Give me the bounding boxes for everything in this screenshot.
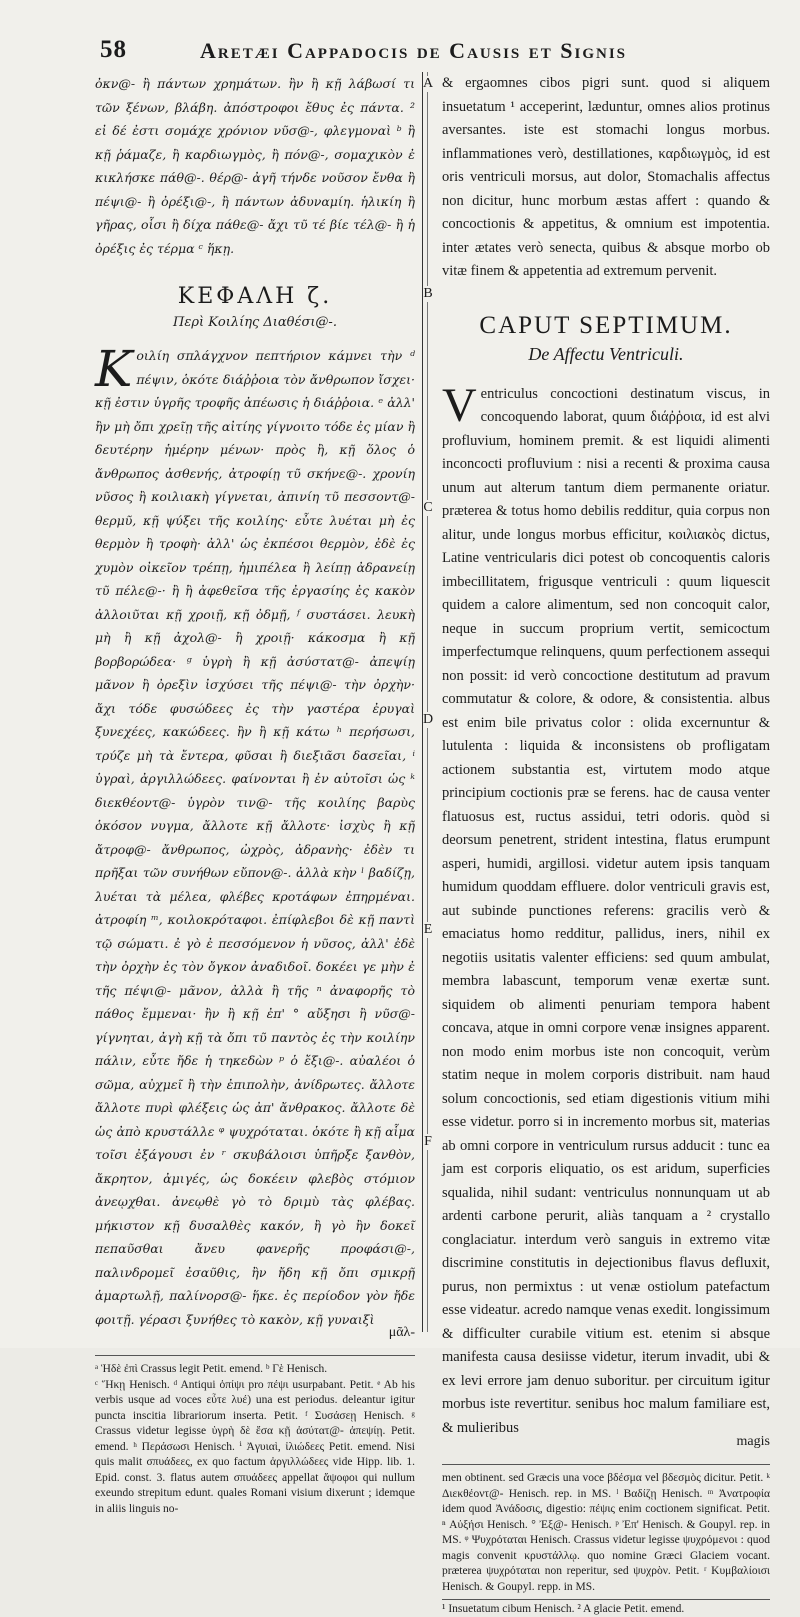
margin-letter-e: E (423, 922, 433, 937)
greek-chapter-subtitle: Περὶ Κοιλίης Διαθέσι@-. (173, 315, 337, 330)
greek-chapter-title: ΚΕΦΑΛΗ ζ. (177, 284, 333, 309)
footnote: ᶜ Ἥκῃ Henisch. ᵈ Antiqui ὀπίψι pro πέψι usurpabant. Petit. ᵉ Ab his verbis usque ad voces εὖτε λυέ) una est periodus. deleantur igitur puncta inscitia librariorum inserta. Petit. ᶠ Συσάσεῃ Henisch. ᵍ Crassus videtur legisse ὑγρὴ δὲ ἔσα κῇ ἀσύτατ@- ἀπεψίῃ. Petit. emend. ʰ Περάσωσι Henisch. ⁱ Ἀγυιαὶ, ἰλιώδεες Petit. emend. Nisi quis malit σπυάδεες, ex quo factum ἀργιλλώδεες vide Hipp. lib. 1. Epid. const. 3. flatus autem σπυάδεες appellat ἄψοφοι qui nullum exeundo strepitum edunt. quales Romani visium dixerunt ; idemque in aliis linguis no- (95, 1378, 415, 1515)
greek-footnotes (95, 1362, 415, 1517)
latin-preceding-text: & ergaomnes cibos pigri sunt. quod si aliquem insuetatum ¹ acceperint, læduntur, omnes alios protinus aversantes. iste est stomachi longus morbus. inflammationes verò, destillationes, καρδιωγμὸς, id est oris ventriculi morsus, aut dolor, Stomachalis affectus non dicitur, hunc morbum æstas affert : quando & concoctionis & appetitus, & omnium est impotentia. inter ætates verò senecta, quibus & absque morbo ob vitæ finem & appetentia ad extremum pervenit. (442, 75, 770, 279)
latin-footnotes (442, 1471, 770, 1595)
page-number: 58 (100, 36, 127, 63)
margin-letter-d: D (423, 712, 434, 727)
latin-bottom-note: ¹ Insuetatum cibum Henisch. ² A glacie Petit. emend. (442, 1599, 770, 1617)
footnote: ᵃ Ἡδὲ ἐπὶ Crassus legit Petit. emend. ᵇ Γὲ Henisch. (95, 1363, 328, 1375)
latin-chapter-subtitle: De Affectu Ventriculi. (528, 343, 684, 364)
footnote: men obtinent. sed Græcis una voce βδέσμα vel βδεσμὸς dicitur. Petit. ᵏ Διεκθέοντ@- Henisch. rep. in MS. ˡ Βαδίζῃ Henisch. ᵐ Ἀνατροφία idem quod Ἀνάδοσις, digestio: πέψις enim coctionem significat. Petit. ⁿ Αὐξήσι Henisch. ° Ἐξ@- Henisch. ᵖ Ἐπ' Henisch. & Goupyl. rep. in MS. ᵠ Ψυχρόταται Henisch. Crassus videtur legisse ψυχρόμενοι : quod magis convenit κρυστάλλῳ. quo nomine Græci Glaciem vocant. præterea ψυχρόταται non reperitur, sed ψυχρὸν. Petit. ʳ Κυμβαλίοισι Henisch. & Goupyl. repp. in MS. (442, 1472, 770, 1593)
greek-column (95, 72, 415, 1515)
latin-chapter-title: CAPUT SEPTIMUM. (479, 311, 733, 339)
footnote-rule-left (95, 1355, 415, 1356)
latin-body-text: entriculus concoctioni destinatum viscus, in concoquendo laborat, quum διάῤῥοια, id est alvi profluvium, hominem premit. & est liquidi alimenti inconcocti profluvium : nisi a recenti & proxima causa unum aut alterum tantum diem permanente oriatur. præterea & totus homo debilis redditur, quia corpus non alitur, unde longus morbus efficitur, κοιλιακὸς dictus, Latine ventricularis dici potest ob concoquentis caloris imbecillitatem, frigusque ventriculi : quum liquescit quidem a calore alimentum, sed non concoquit calor, neque in succum proprium vertit, semicoctum imperfectumque relinquens, quum perfectionem assequi non possit: id verò concoctione destitutum ad pravum commutatur & colore, & odore, & consistentia. albus est enim bile privatus color : olida excernuntur & lutulenta : liquida & inconsistens ob profligatam actionem substantia est, virtutem modo atque principium coctionis præ se ferens. hac de causa venter flatuosus est, ructus assidui, tetri odoris. quòd si deorsum penetrent, strident intestina, flatus erumpunt asperi, humidi, argillosi. videtur autem ipsis tanquam humidum quoddam effluere. dolor ventriculi gravis est, aut subinde punctiones referens: gracilis verò & emaciatus homo redditur, pallidus, iners, nihil ex negotiis usitatis valenter efficiens: sed quum ambulat, membra labascunt, temporum venæ exertæ sunt. siquidem ob alimenti penuriam tempora habent concava, atque in omni corpore venæ insignes apparent. non modo enim morbus iste non concoquit, verùm statim neque in molem corporis distribuit. nam haud solum concoctionis, sed etiam digestionis vitium mihi esse videtur. porro si in incremento morbus sit, materias ab omni corpore in ventriculum rursus adducit : tunc ea jam est corporis eliquatio, os est aridum, superficies squalida, nihil sudant: ventriculus nonnunquam ut ab ardenti carbone perurit, aliàs tanquam a ² crystallo conglaciatur. interdum verò sanguis in extremo vitæ discrimine constitutis in dejectionibus flavus defluxit, purus, non permixtus : ut venæ ostiolum patefactum esse videatur. acredo namque venas exedit. longissimum & difficulter curabile vitium est. etenim si absque manifesta causa desiisse videtur, iterum invadit, ubi & ex levi errore jam denuo suboritur. per circuitum igitur morbus iste revertitur. senibus hoc malum familiare est, & mulieribus (442, 385, 770, 1436)
latin-catchword: magis (736, 1434, 770, 1449)
running-title: Aretæi Cappadocis de Causis et Signis (200, 38, 628, 63)
greek-body-text: οιλίη σπλάγχνον πεπτήριον κάμνει τὴν ᵈ πέψιν, ὁκότε διάῤῥοια τὸν ἄνθρωπον ἴσχει· κῇ ἐστιν ὑγρῆς τροφῆς ἀπέωσις ἡ διάῤῥοια. ᵉ ἀλλ' ἢν μὴ ὄπι χρεῖῃ τῆς αἰτίης γίγνοιτο τόδε ἐς μίαν ἢ δευτέρην ἡμέρην μένων· πρὸς ἢ, κῇ ὅλος ὁ ἄνθρωπος ἀσθενής, ἀτροφίῃ τῦ σκήνε@-. χρονίη νῦσος ἢ κοιλιακὴ γίγνεται, ἀπινίη τῦ πεσσοντ@- θερμῦ, κῇ ψύξει τῆς κοιλίης· εὖτε λυέται μὴ ἐς θερμὸν ἢ τροφὴ· ἀλλ' ὡς ἐκπέσοι θερμὸν, ἐδὲ ἐς χυμὸν οἰκεῖον τρέπῃ, ἡμιπέλεα ἢ λείπῃ ἀδρανείῃ τῦ πέλε@-· ἢ ἢ ἀφεθεῖσα τῆς ἐργασίης ἐς κακὸν ἀλλοιῦται κῇ χροιῇ, κῇ ὀδμῇ, ᶠ συστάσει. λευκὴ μὴ ἢ κῇ ἀχολ@- ἢ χροιῇ· κάκοσμα ἢ κῇ βορβορώδεα· ᵍ ὑγρὴ ἢ κῇ ἀσύστατ@- ἀπεψίῃ μᾶνον ἢ ὀρεξὶν ἰσχύσει τῆς πέψι@- τὴν ὀρχὴν· ἄχι τόδε φυσώδεες ἐς τὴν γαστέρα ἐρυγαὶ ξυνεχέες, κακώδεες. ἢν ἢ κῇ κάτω ʰ περήσωσι, τρύζε μὴ τὰ ἔντερα, φῦσαι ἢ διεξιᾶσι δασεῖαι, ⁱ ὑγραὶ, ἀργιλλώδεες. φαίνονται ἢ ἐν αὐτοῖσι ὡς ᵏ διεκθέοντ@- ὑγρὸν τιν@- τῆς κοιλίης βαρὺς ὁκόσον νυγμα, ἄλλοτε κῇ ἄλλοτε· ἰσχὺς ἢ κῇ ἄτροφ@- ἄνθρωπος, ὠχρὸς, ἀδρανὴς· ἐδὲν τι πρῆξαι τῶν συνήθων εὔπον@-. ἀλλὰ κὴν ˡ βαδίζῃ, λυέται τὰ μέλεα, φλέβες κροτάφων ἐπηρμέναι. ἀτροφίη ᵐ, κοιλοκρόταφοι. ἐπίφλεβοι δὲ κῇ παντὶ τῷ σώματι. ἐ γὸ ἐ πεσσόμενον ἡ νῦσος, ἀλλ' ἐδὲ τὴν ὀρχὴν ἐς τὸν ὄγκον ἀναδιδοῖ. δοκέει γε μὴν ἐ τῆς πέψι@- μᾶνον, ἀλλὰ ἢ τῆς ⁿ ἀναφορῆς τὸ πάθος ἔμμεναι· ἢν ἢ κῇ ἐπ' ° αὔξησι ἢ νῦσ@- γίγνηται, ἀγὴ κῇ τὰ ὄπι τῦ παντὸς ἐς τὴν κοιλίην πάλιν, εὖτε ἤδε ἡ τηκεδὼν ᵖ ὁ ἔξι@-. αὐαλέοι ὁ σῶμα, αὐχμεῖ ἢ τὴν ἐπιπολὴν, ἀνίδρωτες. ἄλλοτε ἄλλοτε πυρὶ φλέξεις ὡς ἀπ' ἄνθρακος. ἄλλοτε δὲ ὡς ἀπὸ κρυστάλλε ᵠ ψυχρόταται. ὁκότε ἢ κῇ αἷμα τοῖσι ἐξάγουσι ἐν ʳ σκυβάλοισι ὑπῆρξε ξανθὸν, ἄκρητον, ἀμιγές, ὡς δοκέειν φλεβὸς στόμιον ἀνεῳχθαι. ἀνεῳθὲ γὸ τὸ δριμὺ τὰς φλέβας. μήκιστον κῇ δυσαλθὲς κακόν, ἢ γὸ ἢν δοκεῖ πεπαῦσθαι ἄνευ φανερῆς προφάσι@-, παλινδρομεῖ ἐσαῦθις, ἢν ἤδη κῇ ὄπι σμικρῇ ἁμαρτωλῇ, παλίνορσ@- ἥκε. ἐς περίοδον γὸν ἤδε φοιτῇ. γέρασι ξυνήθες τὸ κακὸν, κῇ γυναιξὶ (95, 348, 415, 1327)
latin-chapter-body (442, 378, 770, 1441)
margin-letter-f: F (424, 1134, 432, 1149)
footnote-rule-right (442, 1464, 770, 1465)
greek-drop-cap: Κ (95, 340, 133, 398)
greek-catchword: μᾶλ- (388, 1325, 415, 1340)
margin-letter-a: A (423, 76, 434, 91)
latin-column (442, 72, 770, 1615)
greek-chapter-body (95, 340, 415, 1331)
greek-preceding-text: ὀκν@- ἢ πάντων χρημάτων. ἢν ἢ κῇ λάβωσί τι τῶν ξένων, βλάβη. ἀπόστροφοι ἔθυς ἐς πάντα. ² εἰ δέ ἐστι σομάχε χρόνιον νῦσ@-, φλεγμοναὶ ᵇ ἢ κῇ ῥάμαζε, ἢ καρδιωγμὸς, ἢ πόν@-, σομαχικὸν ἐ κικλήσκε πάθ@-. θέρ@- ἀγῆ τήνδε νοῦσον ἔνθα ἢ πέψι@- ἢ ὀρέξι@-, ἢ πάντων ἀδυναμίη. ἡλικίη ἢ γῆρας, οἷσι ἢ δίχα πάθε@- ἄχι τῦ τέ βίε τέλ@- ἢ ἡ ὀρέξις ἐς τέρμα ᶜ ἥκῃ. (95, 76, 415, 256)
margin-letter-c: C (423, 500, 433, 515)
running-header (0, 36, 800, 76)
margin-letter-b: B (423, 286, 433, 301)
latin-drop-cap: V (442, 378, 477, 432)
